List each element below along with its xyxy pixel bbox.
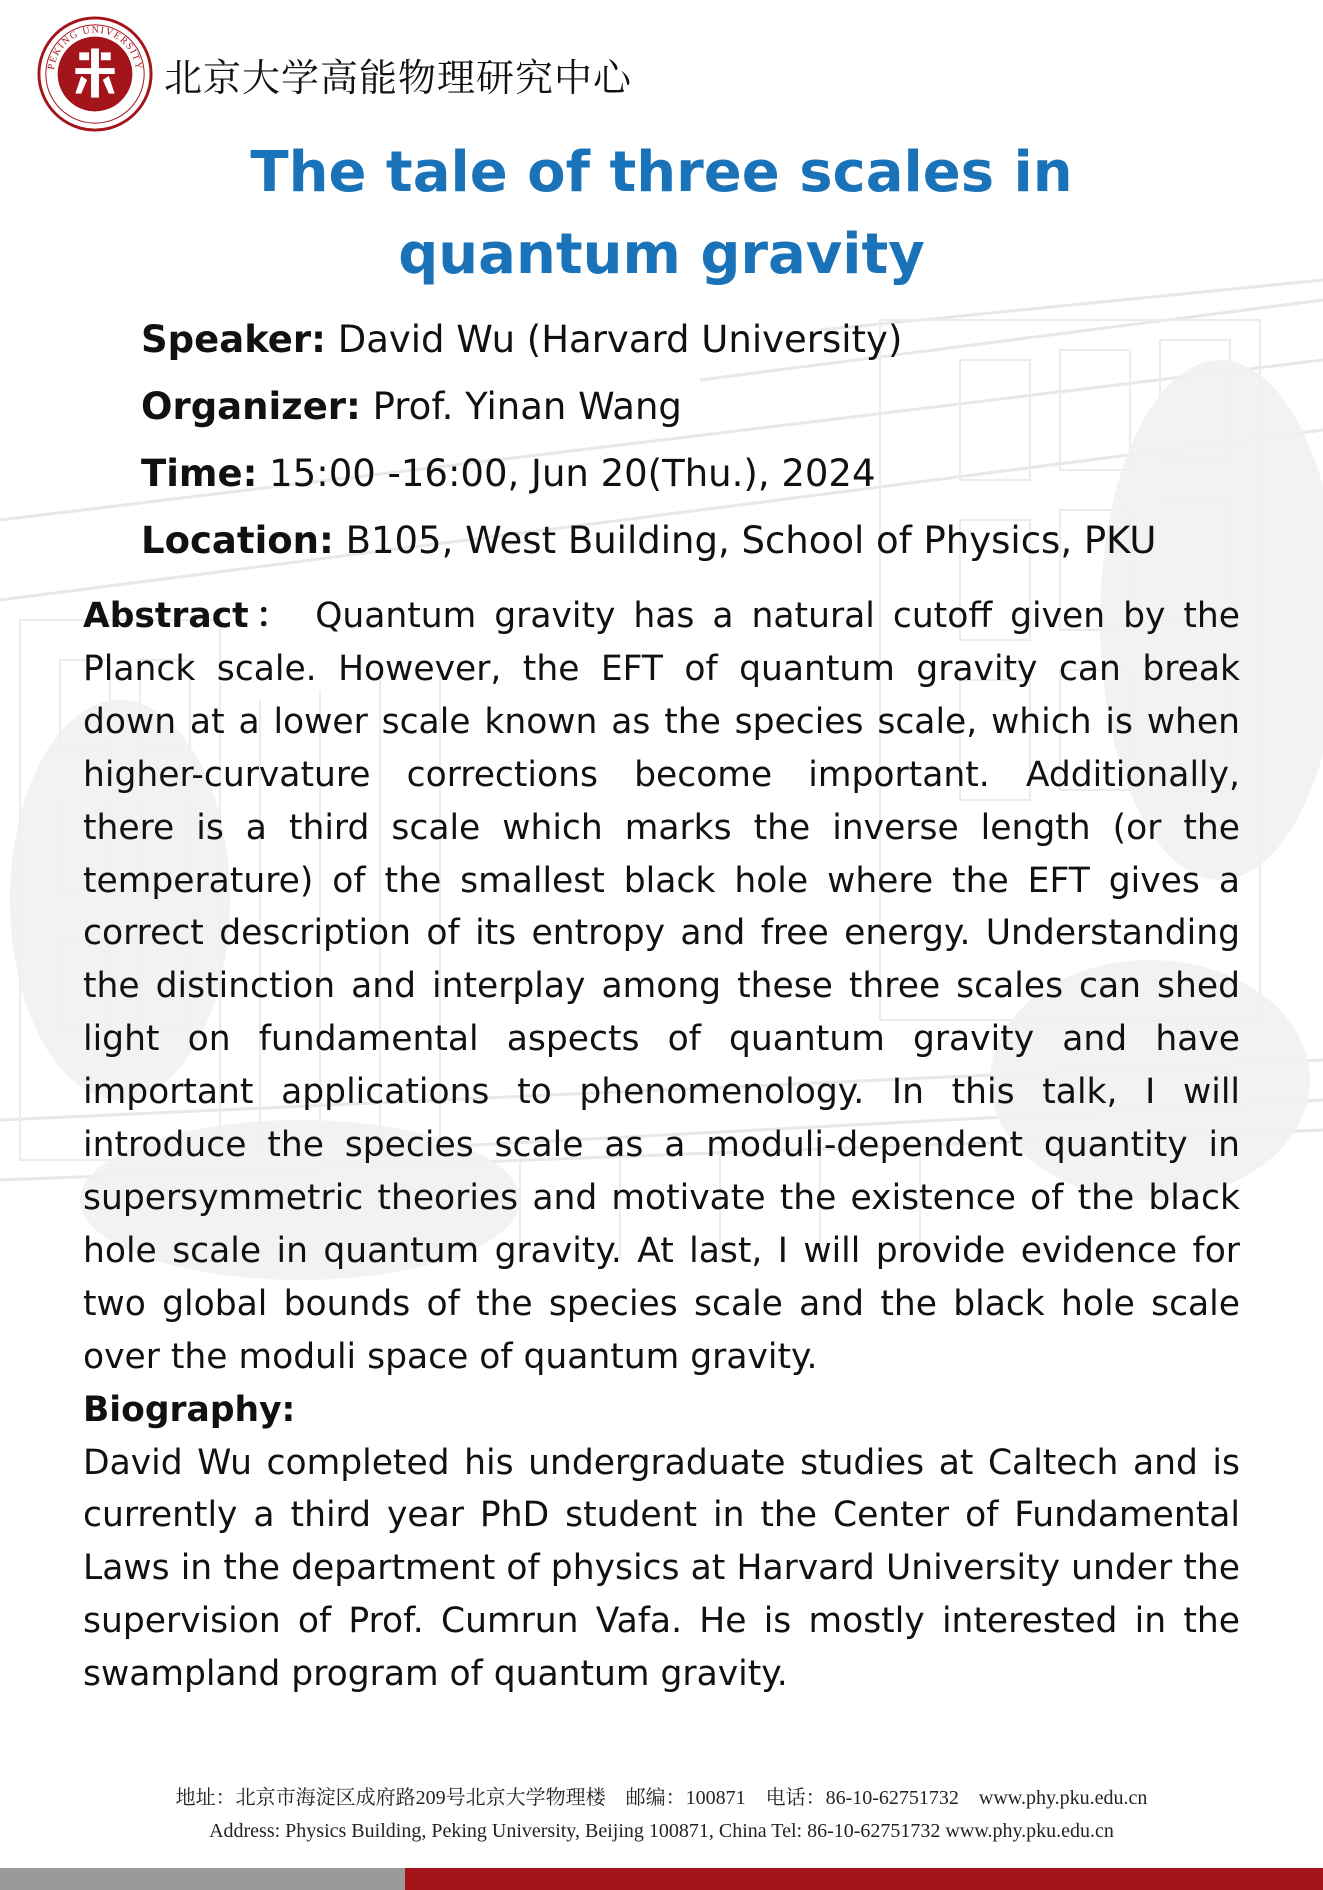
abstract-text: Quantum gravity has a natural cutoff given by the Planck scale. However, the EFT of quantum gravity can break down at a lower scale known as the species scale, which is when higher-curvature corrections become important. Additionally, there is a third scale which marks the inverse length (or the temperature) of the smallest black hole where the EFT gives a correct description of its entropy and free energy. Understanding the distinction and interplay among these three scales can shed light on fundamental aspects of quantum gravity and have important applications to phenomenology. In this talk, I will introduce the species scale as a moduli-dependent quantity in supersymmetric theories and motivate the existence of the black hole scale in quantum gravity. At last, I will provide evidence for two global bounds of the species scale and the black hole scale over the moduli space of quantum gravity. (83, 596, 1241, 1377)
time-value: 15:00 -16:00, Jun 20(Thu.), 2024 (269, 452, 876, 495)
location-row (141, 507, 1261, 574)
organizer-value: Prof. Yinan Wang (372, 385, 682, 428)
speaker-row (141, 306, 1261, 373)
svg-text:1898: 1898 (78, 100, 97, 114)
talk-info (141, 306, 1261, 574)
abstract-label: Abstract： (83, 596, 298, 636)
footer-line-chinese: 地址：北京市海淀区成府路209号北京大学物理楼 邮编：100871 电话：86-10-62751732 www.phy.pku.edu.cn (175, 1787, 1148, 1809)
title-line-1: The tale of three scales in (250, 140, 1073, 205)
location-value: B105, West Building, School of Physics, PKU (345, 519, 1157, 562)
title-line-2: quantum gravity (398, 222, 925, 287)
bottom-bar-gray-segment (0, 1868, 405, 1890)
bottom-color-bar (0, 1868, 1323, 1890)
footer-contact (0, 1782, 1323, 1848)
time-label: Time: (141, 452, 258, 495)
center-name: 北京大学高能物理研究中心 (164, 55, 633, 100)
footer-line-english: Address: Physics Building, Peking University, Beijing 100871, China Tel: 86-10-62751732 www.phy.pku.edu.cn (209, 1820, 1114, 1842)
header (36, 18, 632, 130)
biography-label: Biography: (83, 1389, 296, 1430)
location-label: Location: (141, 519, 334, 562)
abstract-paragraph (83, 590, 1240, 1384)
talk-body (83, 590, 1240, 1701)
organizer-row (141, 373, 1261, 440)
organizer-label: Organizer: (141, 385, 361, 428)
speaker-value: David Wu (Harvard University) (337, 318, 903, 361)
time-row (141, 440, 1261, 507)
bottom-bar-red-segment (405, 1868, 1323, 1890)
speaker-label: Speaker: (141, 318, 326, 361)
svg-text:PEKING UNIVERSITY: PEKING UNIVERSITY (45, 24, 145, 72)
talk-title (0, 132, 1323, 296)
peking-university-logo (36, 15, 154, 133)
biography-text: David Wu completed his undergraduate studies at Caltech and is currently a third year PhD student in the Center of Fundamental Laws in the department of physics at Harvard University under the supervision of Prof. Cumrun Vafa. He is mostly interested in the swampland program of quantum gravity. (83, 1442, 1240, 1695)
